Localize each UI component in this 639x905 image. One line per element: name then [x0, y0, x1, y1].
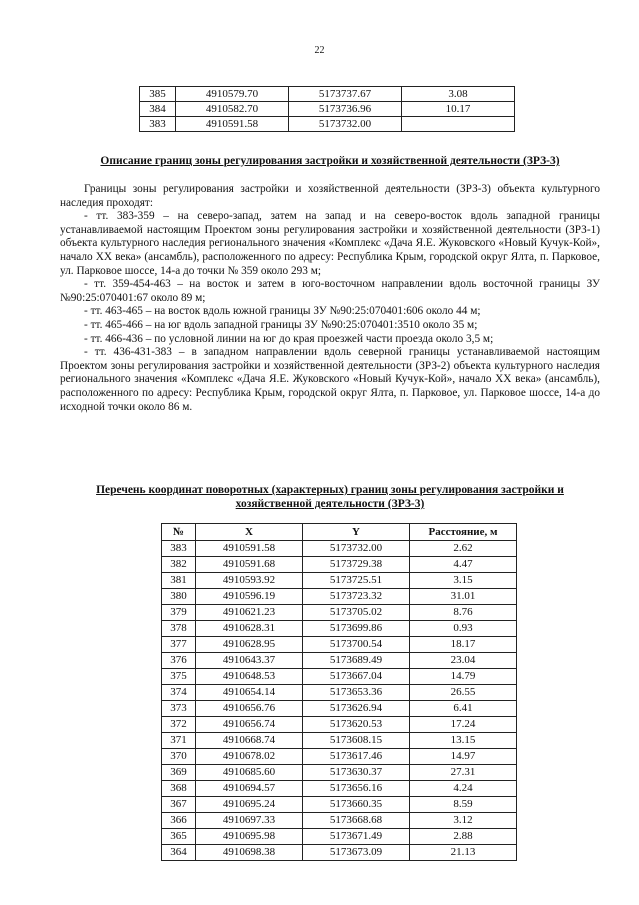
distance-cell: 2.62 [410, 541, 517, 557]
point-number-cell: 373 [162, 701, 196, 717]
table-row [162, 541, 517, 557]
section-title-coordinates: Перечень координат поворотных (характерных) границ зоны регулирования застройки и хозяйственной деятельности (ЗРЗ-3) [96, 484, 564, 510]
description-item: - тт. 466-436 – по условной линии на юг до края проезжей части проезда около 3,5 м; [84, 332, 494, 345]
point-number-cell: 368 [162, 781, 196, 797]
y-coordinate-cell: 5173630.37 [303, 765, 410, 781]
y-coordinate-cell: 5173723.32 [303, 589, 410, 605]
header-x: X [196, 524, 303, 541]
point-number-cell: 370 [162, 749, 196, 765]
point-number-cell: 364 [162, 845, 196, 861]
y-coordinate-cell: 5173705.02 [303, 605, 410, 621]
point-number-cell: 385 [140, 87, 176, 102]
table-row [162, 605, 517, 621]
header-number: № [162, 524, 196, 541]
x-coordinate-cell: 4910654.14 [196, 685, 303, 701]
y-coordinate-cell: 5173673.09 [303, 845, 410, 861]
distance-cell: 8.59 [410, 797, 517, 813]
point-number-cell: 371 [162, 733, 196, 749]
y-coordinate-cell: 5173671.49 [303, 829, 410, 845]
x-coordinate-cell: 4910678.02 [196, 749, 303, 765]
point-number-cell: 367 [162, 797, 196, 813]
y-coordinate-cell: 5173626.94 [303, 701, 410, 717]
y-coordinate-cell: 5173660.35 [303, 797, 410, 813]
distance-cell: 26.55 [410, 685, 517, 701]
boundary-description [60, 183, 600, 414]
table-row [140, 102, 515, 117]
table-row [162, 829, 517, 845]
distance-cell: 8.76 [410, 605, 517, 621]
point-number-cell: 372 [162, 717, 196, 733]
table-row [162, 573, 517, 589]
x-coordinate-cell: 4910591.58 [175, 117, 288, 132]
distance-cell [401, 117, 514, 132]
x-coordinate-cell: 4910656.74 [196, 717, 303, 733]
y-coordinate-cell: 5173700.54 [303, 637, 410, 653]
header-y: Y [303, 524, 410, 541]
table-row [162, 717, 517, 733]
x-coordinate-cell: 4910685.60 [196, 765, 303, 781]
table-row [162, 685, 517, 701]
distance-cell: 17.24 [410, 717, 517, 733]
table-row [162, 749, 517, 765]
distance-cell: 2.88 [410, 829, 517, 845]
table-row [162, 733, 517, 749]
x-coordinate-cell: 4910648.53 [196, 669, 303, 685]
description-item: - тт. 383-359 – на северо-запад, затем на запад и на северо-восток вдоль западной границы устанавливаемой настоящим Проектом зоны регулирования застройки и хозяйственной деятельности (ЗРЗ-1) объекта культурного наследия регионального значения «Комплекс «Дача Я.Е. Жуковского «Новый Кучук-Кой», начало XX века» (ансамбль), расположенного по адресу: Республика Крым, городской округ Ялта, п. Парковое, ул. Парковое шоссе, 14-а до точки № 359 около 293 м; [60, 210, 600, 277]
x-coordinate-cell: 4910628.95 [196, 637, 303, 653]
description-intro: Границы зоны регулирования застройки и хозяйственной деятельности (ЗРЗ-3) объекта культурного наследия проходят: [60, 183, 600, 209]
x-coordinate-cell: 4910668.74 [196, 733, 303, 749]
y-coordinate-cell: 5173725.51 [303, 573, 410, 589]
header-distance: Расстояние, м [410, 524, 517, 541]
table-row [162, 589, 517, 605]
table-row [162, 669, 517, 685]
point-number-cell: 379 [162, 605, 196, 621]
x-coordinate-cell: 4910697.33 [196, 813, 303, 829]
distance-cell: 14.97 [410, 749, 517, 765]
distance-cell: 10.17 [401, 102, 514, 117]
x-coordinate-cell: 4910591.68 [196, 557, 303, 573]
point-number-cell: 383 [162, 541, 196, 557]
point-number-cell: 378 [162, 621, 196, 637]
point-number-cell: 382 [162, 557, 196, 573]
distance-cell: 18.17 [410, 637, 517, 653]
y-coordinate-cell: 5173653.36 [303, 685, 410, 701]
point-number-cell: 380 [162, 589, 196, 605]
x-coordinate-cell: 4910695.98 [196, 829, 303, 845]
x-coordinate-cell: 4910694.57 [196, 781, 303, 797]
distance-cell: 27.31 [410, 765, 517, 781]
table-row [140, 87, 515, 102]
table-row [162, 845, 517, 861]
point-number-cell: 375 [162, 669, 196, 685]
x-coordinate-cell: 4910591.58 [196, 541, 303, 557]
x-coordinate-cell: 4910621.23 [196, 605, 303, 621]
point-number-cell: 369 [162, 765, 196, 781]
x-coordinate-cell: 4910593.92 [196, 573, 303, 589]
x-coordinate-cell: 4910628.31 [196, 621, 303, 637]
point-number-cell: 377 [162, 637, 196, 653]
distance-cell: 3.08 [401, 87, 514, 102]
point-number-cell: 374 [162, 685, 196, 701]
top-coordinates-table [139, 86, 515, 132]
x-coordinate-cell: 4910579.70 [175, 87, 288, 102]
table-row [140, 117, 515, 132]
description-item: - тт. 463-465 – на восток вдоль южной границы ЗУ №90:25:070401:606 около 44 м; [84, 305, 481, 318]
distance-cell: 4.47 [410, 557, 517, 573]
y-coordinate-cell: 5173736.96 [288, 102, 401, 117]
distance-cell: 13.15 [410, 733, 517, 749]
y-coordinate-cell: 5173668.68 [303, 813, 410, 829]
y-coordinate-cell: 5173732.00 [288, 117, 401, 132]
point-number-cell: 365 [162, 829, 196, 845]
description-item: - тт. 359-454-463 – на восток и затем в юго-восточном направлении вдоль восточной границы ЗУ №90:25:070401:67 около 89 м; [60, 278, 600, 304]
distance-cell: 14.79 [410, 669, 517, 685]
page-number: 22 [314, 45, 325, 56]
y-coordinate-cell: 5173620.53 [303, 717, 410, 733]
x-coordinate-cell: 4910698.38 [196, 845, 303, 861]
coordinates-table [161, 523, 517, 861]
y-coordinate-cell: 5173667.04 [303, 669, 410, 685]
section-title-description: Описание границ зоны регулирования застройки и хозяйственной деятельности (ЗРЗ-3) [100, 155, 560, 167]
description-item: - тт. 465-466 – на юг вдоль западной границы ЗУ №90:25:070401:3510 около 35 м; [84, 318, 478, 331]
table-row [162, 813, 517, 829]
table-row [162, 637, 517, 653]
x-coordinate-cell: 4910656.76 [196, 701, 303, 717]
distance-cell: 23.04 [410, 653, 517, 669]
y-coordinate-cell: 5173656.16 [303, 781, 410, 797]
x-coordinate-cell: 4910643.37 [196, 653, 303, 669]
table-row [162, 765, 517, 781]
point-number-cell: 376 [162, 653, 196, 669]
y-coordinate-cell: 5173699.86 [303, 621, 410, 637]
distance-cell: 4.24 [410, 781, 517, 797]
description-item: - тт. 436-431-383 – в западном направлении вдоль северной границы устанавливаемой настоящим Проектом зоны регулирования застройки и хозяйственной деятельности (ЗРЗ-2) объекта культурного наследия регионального значения «Комплекс «Дача Я.Е. Жуковского «Новый Кучук-Кой», начало XX века» (ансамбль), расположенного по адресу: Республика Крым, городской округ Ялта, п. Парковое, ул. Парковое шоссе, 14-а до исходной точки около 86 м. [60, 346, 600, 413]
x-coordinate-cell: 4910596.19 [196, 589, 303, 605]
distance-cell: 3.15 [410, 573, 517, 589]
table-row [162, 701, 517, 717]
table-row [162, 797, 517, 813]
table-row [162, 557, 517, 573]
distance-cell: 0.93 [410, 621, 517, 637]
y-coordinate-cell: 5173608.15 [303, 733, 410, 749]
point-number-cell: 381 [162, 573, 196, 589]
point-number-cell: 366 [162, 813, 196, 829]
point-number-cell: 383 [140, 117, 176, 132]
table-header-row [162, 524, 517, 541]
point-number-cell: 384 [140, 102, 176, 117]
x-coordinate-cell: 4910582.70 [175, 102, 288, 117]
distance-cell: 21.13 [410, 845, 517, 861]
y-coordinate-cell: 5173737.67 [288, 87, 401, 102]
table-row [162, 653, 517, 669]
table-row [162, 621, 517, 637]
y-coordinate-cell: 5173617.46 [303, 749, 410, 765]
y-coordinate-cell: 5173732.00 [303, 541, 410, 557]
y-coordinate-cell: 5173729.38 [303, 557, 410, 573]
distance-cell: 6.41 [410, 701, 517, 717]
y-coordinate-cell: 5173689.49 [303, 653, 410, 669]
distance-cell: 3.12 [410, 813, 517, 829]
table-row [162, 781, 517, 797]
distance-cell: 31.01 [410, 589, 517, 605]
x-coordinate-cell: 4910695.24 [196, 797, 303, 813]
